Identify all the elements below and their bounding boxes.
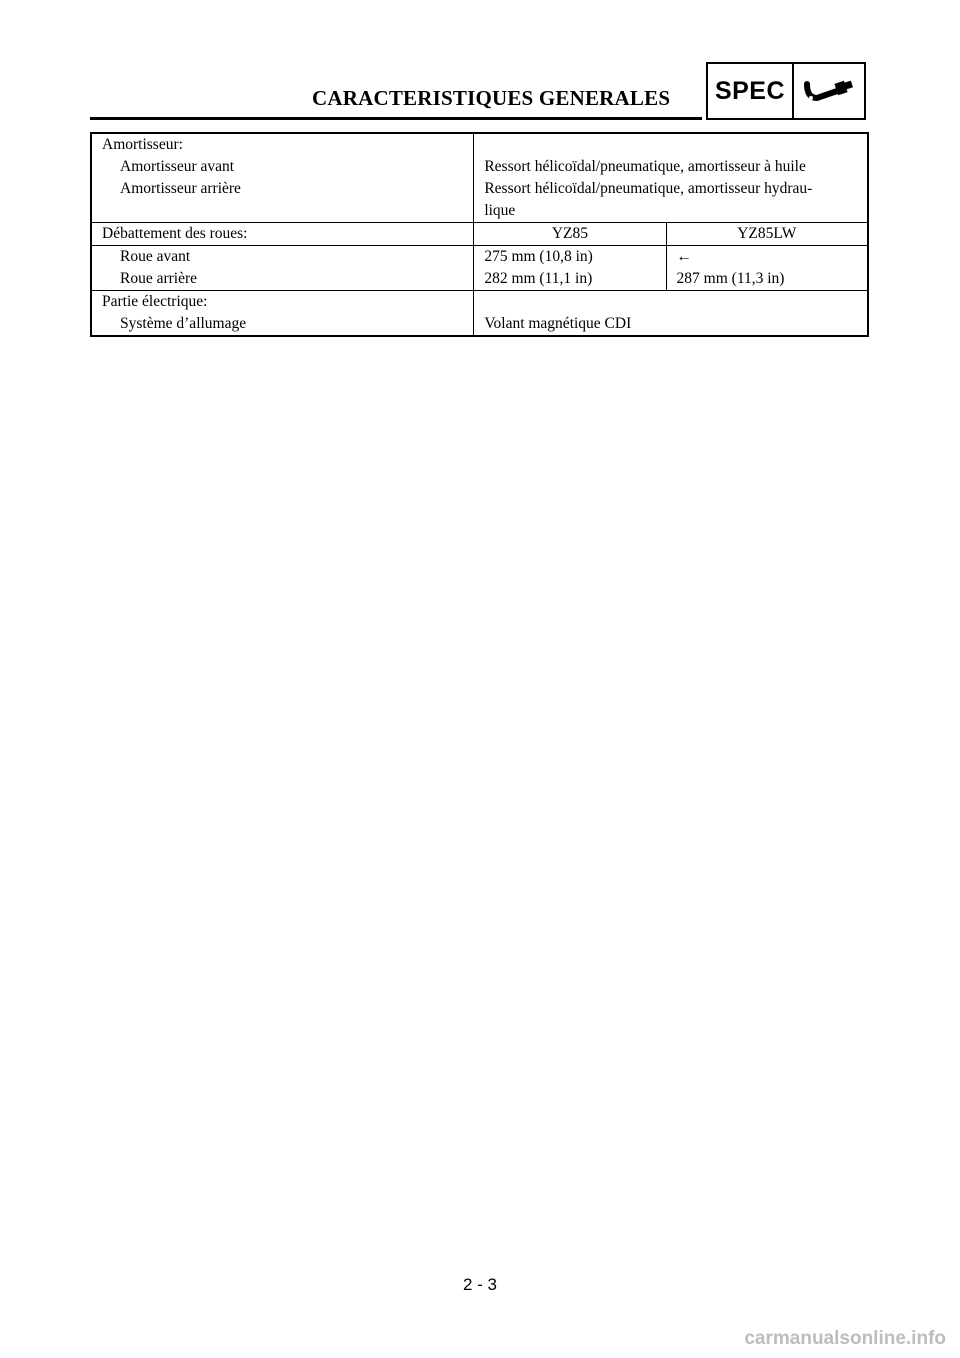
front-shock-label: Amortisseur avant — [120, 158, 235, 175]
front-wheel-yz85lw: ← — [676, 248, 693, 265]
spec-badge — [706, 62, 866, 120]
rear-wheel-label: Roue arrière — [120, 270, 198, 287]
wheel-travel-labels — [91, 246, 474, 291]
col-yz85: YZ85 — [474, 223, 666, 246]
page-number: 2 - 3 — [462, 1275, 498, 1294]
table-row — [91, 246, 868, 291]
col-yz85lw: YZ85LW — [666, 223, 868, 246]
table-row — [91, 291, 868, 337]
rear-shock-value: Ressort hélicoïdal/pneumatique, amortisseur hydrau- — [484, 180, 813, 197]
shock-labels — [91, 133, 474, 223]
rear-wheel-yz85: 282 mm (11,1 in) — [484, 270, 593, 287]
yz85lw-values — [666, 246, 868, 291]
ignition-value: Volant magnétique CDI — [484, 315, 632, 332]
rear-shock-label: Amortisseur arrière — [120, 180, 241, 197]
front-wheel-label: Roue avant — [120, 248, 191, 265]
front-wheel-yz85: 275 mm (10,8 in) — [484, 248, 593, 265]
spec-table — [90, 132, 869, 337]
table-row — [91, 223, 868, 246]
header-rule — [90, 117, 702, 120]
electrical-heading: Partie électrique: — [102, 293, 208, 310]
electrical-values — [474, 291, 868, 337]
ignition-label: Système d’allumage — [120, 315, 247, 332]
wheel-travel-heading: Débattement des roues: — [91, 223, 474, 246]
wrench-icon — [794, 64, 864, 118]
electrical-labels — [91, 291, 474, 337]
yz85-values — [474, 246, 666, 291]
shock-heading: Amortisseur: — [102, 136, 183, 153]
front-shock-value: Ressort hélicoïdal/pneumatique, amortisseur à huile — [484, 158, 806, 175]
rear-wheel-yz85lw: 287 mm (11,3 in) — [676, 270, 785, 287]
table-row — [91, 133, 868, 223]
shock-values — [474, 133, 868, 223]
spec-label: SPEC — [708, 64, 794, 118]
watermark: carmanualsonline.info — [744, 1328, 946, 1349]
page-title: CARACTERISTIQUES GENERALES — [312, 86, 671, 110]
rear-shock-value-cont: lique — [484, 202, 516, 219]
